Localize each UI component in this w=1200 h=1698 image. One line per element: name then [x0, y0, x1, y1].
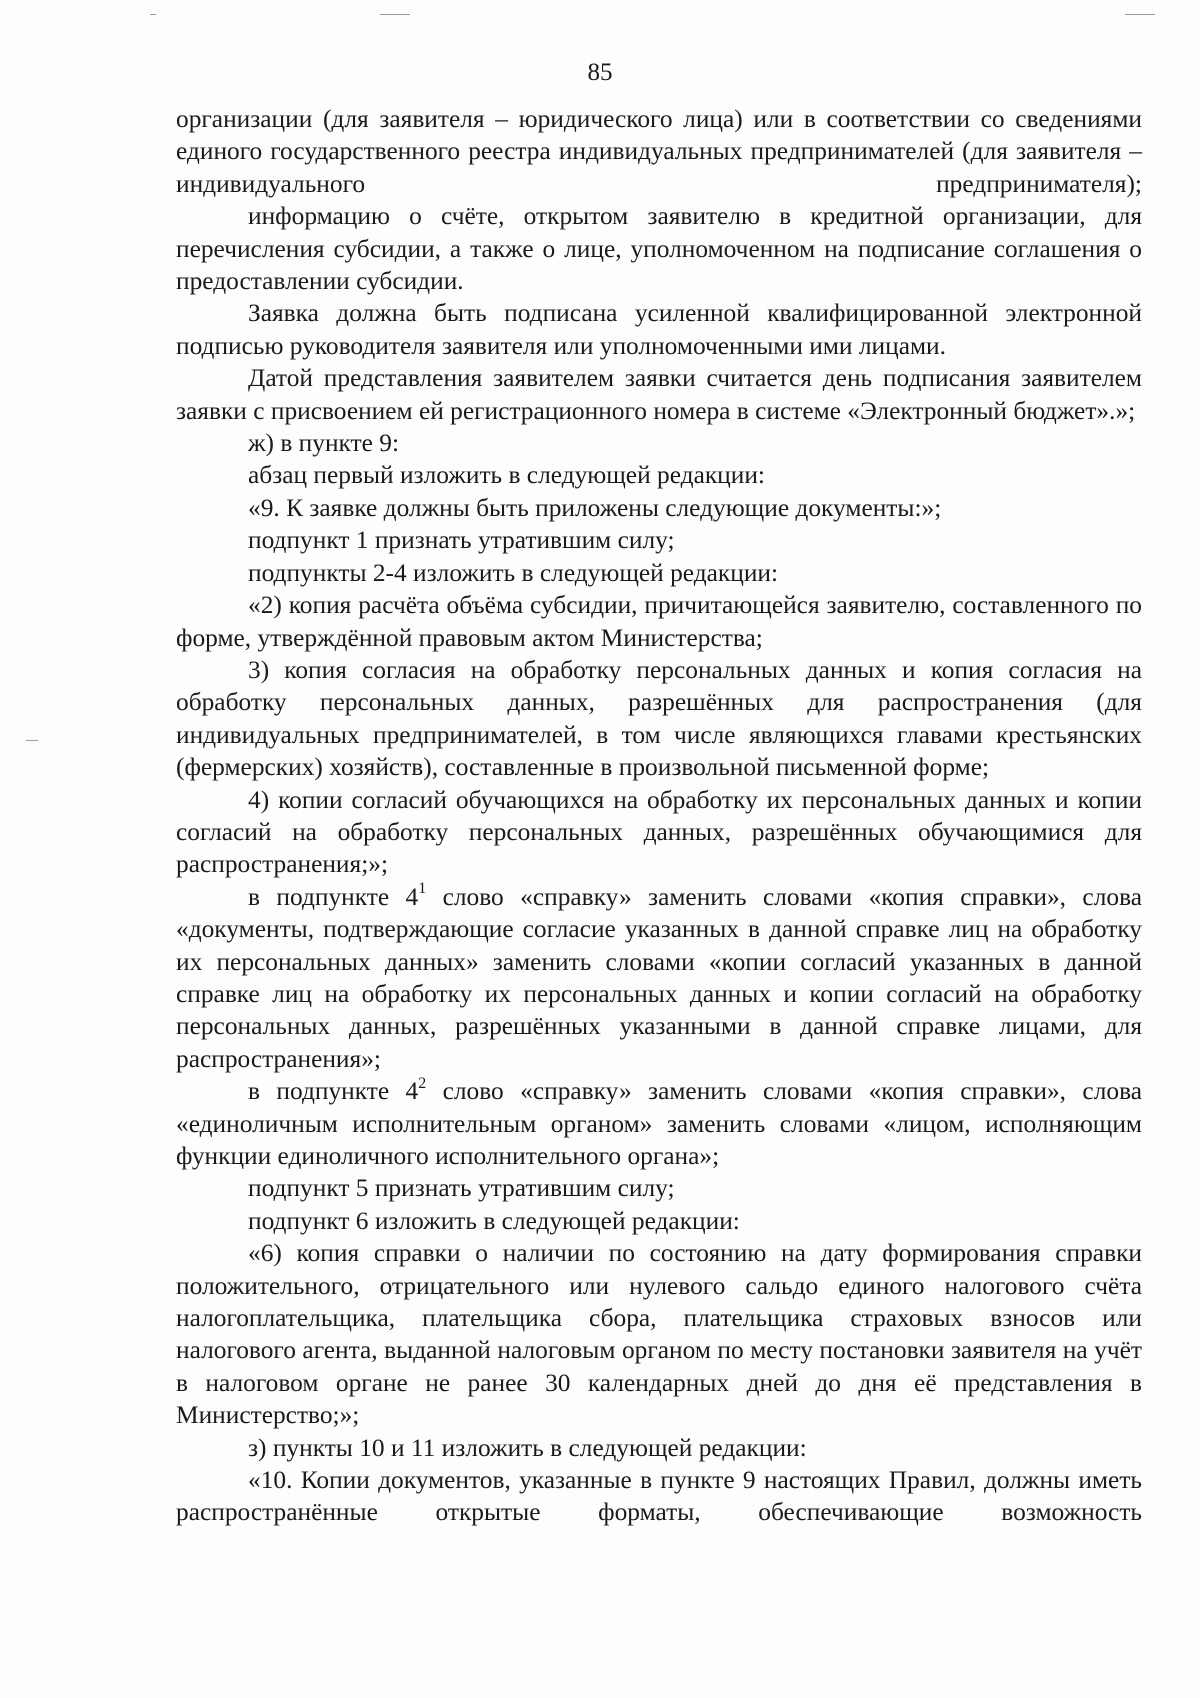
paragraph: подпункт 5 признать утратившим силу; — [248, 1174, 675, 1203]
paragraph: 4) копии согласий обучающихся на обработку их персональных данных и копии согласий на обработку персональных данных, разрешённых обучающимися для распространения;»; — [176, 785, 1142, 879]
paragraph: ж) в пункте 9: — [248, 429, 400, 458]
paragraph: з) пункты 10 и 11 изложить в следующей редакции: — [248, 1433, 807, 1462]
paragraph-with-superscript — [176, 1075, 1142, 1172]
paragraph: 3) копия согласия на обработку персональных данных и копия согласия на обработку персональных данных, разрешённых для распространения (для индивидуальных предпринимателей, в том числе являющихся главами крестьянских (фермерских) хозяйств), составленные в произвольной письменной форме; — [176, 655, 1142, 782]
paragraph: «10. Копии документов, указанные в пункте 9 настоящих Правил, должны иметь распространённые открытые форматы, обеспечивающие возможность — [176, 1466, 1142, 1527]
paragraph: «6) копия справки о наличии по состоянию на дату формирования справки положительного, отрицательного или нулевого сальдо единого налогового счёта налогоплательщика, плательщика сбора, плательщика страховых взносов или налогового агента, выданной налоговым органом по месту постановки заявителя на учёт в налоговом органе не ранее 30 календарных дней до дня её представления в Министерство;»; — [176, 1239, 1142, 1430]
superscript-number: 2 — [418, 1074, 427, 1092]
paragraph: Датой представления заявителем заявки считается день подписания заявителем заявки с присвоением ей регистрационного номера в системе «Электронный бюджет».»; — [176, 364, 1142, 425]
paragraph: подпункты 2-4 изложить в следующей редакции: — [248, 558, 779, 587]
scan-artifact-top-left — [150, 14, 156, 15]
page-number: 85 — [587, 59, 613, 86]
scan-artifact-top-right — [1125, 14, 1155, 15]
paragraph: Заявка должна быть подписана усиленной квалифицированной электронной подписью руководителя заявителя или уполномоченными ими лицами. — [176, 299, 1142, 360]
paragraph-text-rest: слово «справку» заменить словами «копия справки», слова «документы, подтверждающие согласие указанных в данной справке лиц на обработку их персональных данных» заменить словами «копии согласий указанных в данной справке лиц на обработку их персональных данных и копии согласий на обработку персональных данных, разрешённых указанными в данной справке лицами, для распространения»; — [176, 882, 1142, 1073]
paragraph: абзац первый изложить в следующей редакции: — [248, 461, 765, 490]
paragraph: подпункт 1 признать утратившим силу; — [248, 526, 675, 555]
paragraph-text-rest: слово «справку» заменить словами «копия справки», слова «единоличным исполнительным органом» заменить словами «лицом, исполняющим функции единоличного исполнительного органа»; — [176, 1077, 1142, 1170]
scan-artifact-top-center — [380, 14, 410, 15]
superscript-number: 1 — [418, 880, 427, 898]
paragraph: организации (для заявителя – юридического лица) или в соответствии со сведениями единого государственного реестра индивидуальных предпринимателей (для заявителя – индивидуального предпринимателя); — [176, 105, 1142, 198]
paragraph-with-superscript — [176, 881, 1142, 1075]
paragraph: информацию о счёте, открытом заявителю в кредитной организации, для перечисления субсидии, а также о лице, уполномоченном на подписание соглашения о предоставлении субсидии. — [176, 202, 1142, 296]
paragraph-text-start: в подпункте 4 — [248, 1077, 419, 1106]
paragraph: подпункт 6 изложить в следующей редакции: — [248, 1206, 740, 1235]
document-body — [176, 103, 1142, 1529]
paragraph: «2) копия расчёта объёма субсидии, причитающейся заявителю, составленного по форме, утверждённой правовым актом Министерства; — [176, 591, 1142, 652]
paragraph-text-start: в подпункте 4 — [248, 882, 419, 911]
paragraph: «9. К заявке должны быть приложены следующие документы:»; — [248, 493, 942, 522]
scan-artifact-left-margin — [26, 740, 38, 741]
